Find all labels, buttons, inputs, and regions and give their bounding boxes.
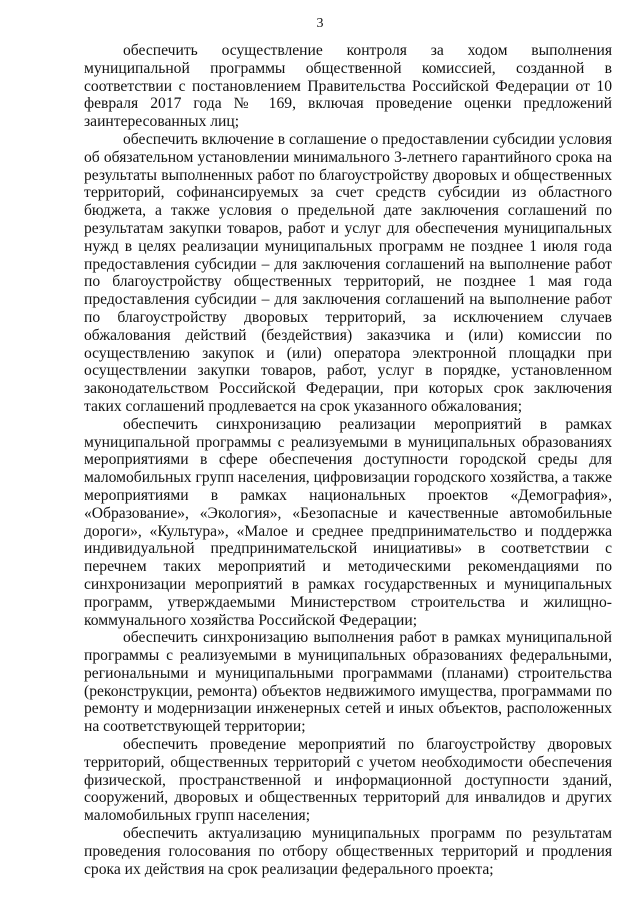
page-number: 3: [316, 16, 324, 31]
paragraph-program-update: обеспечить актуализацию муниципальных программ по результатам проведения голосования по отбору общественных территорий и продления срока их действия на срок реализации федерального проекта;: [84, 825, 612, 878]
paragraph-synchronization-construction-works: обеспечить синхронизацию выполнения работ в рамках муниципальной программы с реализуемыми в муниципальных образованиях федеральными, региональными и муниципальными программами (планами) строительства (реконструкции, ремонта) объектов недвижимого имущества, программами по ремонту и модернизации инженерных сетей и иных объектов, расположенных на соответствующей территории;: [84, 629, 612, 736]
paragraph-subsidy-agreement: обеспечить включение в соглашение о предоставлении субсидии условия об обязательном установлении минимального 3-летнего гарантийного срока на результаты выполненных работ по благоустройству дворовых и общественных территорий, софинансируемых за счет средств субсидии из областного бюджета, а также условия о предельной дате заключения соглашений по результатам закупки товаров, работ и услуг для обеспечения муниципальных нужд в целях реализации муниципальных программ не позднее 1 июля года предоставления субсидии – для заключения соглашений на выполнение работ по благоустройству общественных территорий, не позднее 1 мая года предоставления субсидии – для заключения соглашений на выполнение работ по благоустройству дворовых территорий, за исключением случаев обжалования действий (бездействия) заказчика и (или) комиссии по осуществлению закупок и (или) оператора электронной площадки при осуществлении закупки товаров, работ, услуг в порядке, установленном законодательством Российской Федерации, при которых срок заключения таких соглашений продлевается на срок указанного обжалования;: [84, 130, 612, 415]
paragraph-commission-control: обеспечить осуществление контроля за ходом выполнения муниципальной программы общественной комиссией, созданной в соответствии с постановлением Правительства Российской Федерации от 10 февраля 2017 года № 169, включая проведение оценки предложений заинтересованных лиц;: [84, 42, 612, 131]
paragraph-synchronization-national-projects: обеспечить синхронизацию реализации мероприятий в рамках муниципальной программы с реализуемыми в муниципальных образованиях мероприятиями в сфере обеспечения доступности городской среды для маломобильных групп населения, цифровизации городского хозяйства, а также мероприятиями в рамках национальных проектов «Демография», «Образование», «Экология», «Безопасные и качественные автомобильные дороги», «Культура», «Малое и среднее предпринимательство и поддержка индивидуальной предпринимательской инициативы» в соответствии с перечнем таких мероприятий и методическими рекомендациями по синхронизации мероприятий в рамках государственных и муниципальных программ, утверждаемыми Министерством строительства и жилищно-коммунального хозяйства Российской Федерации;: [84, 415, 612, 629]
paragraph-accessibility-measures: обеспечить проведение мероприятий по благоустройству дворовых территорий, общественных территорий с учетом необходимости обеспечения физической, пространственной и информационной доступности зданий, сооружений, дворовых и общественных территорий для инвалидов и других маломобильных групп населения;: [84, 736, 612, 825]
document-body: [84, 42, 612, 878]
